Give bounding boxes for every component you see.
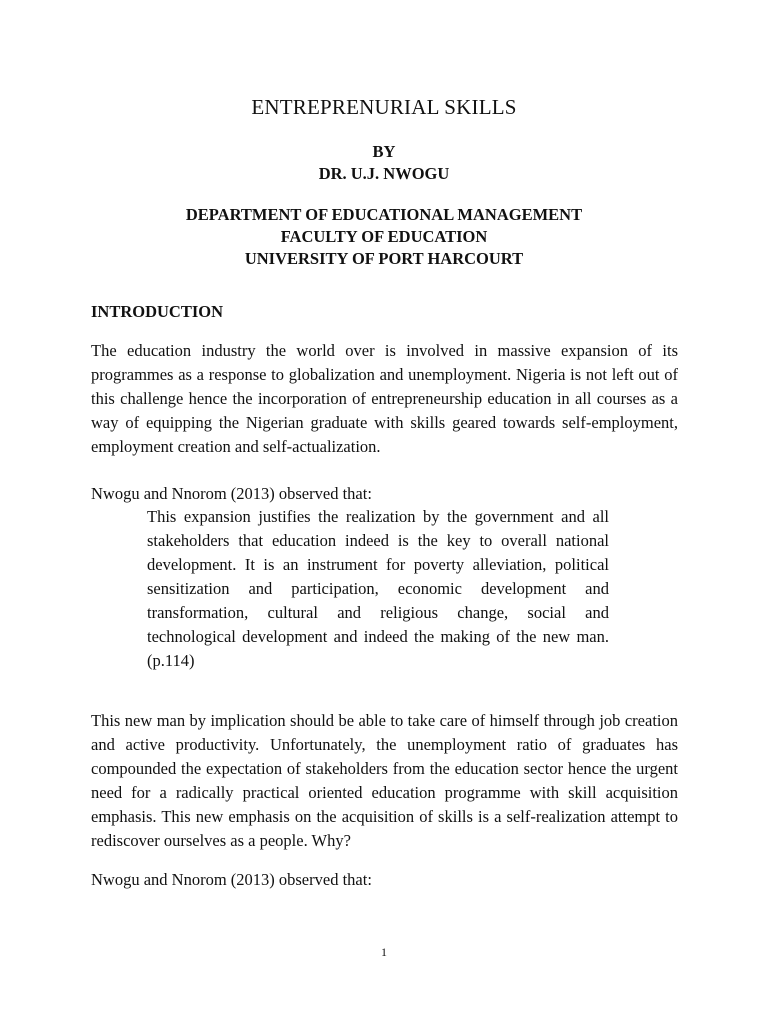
faculty-name: FACULTY OF EDUCATION [280,227,488,246]
block-quote: This expansion justifies the realization by the government and all stakeholders that education indeed is the key to overall national development. It is an instrument for poverty alleviation, political sensitization and participation, economic development and transformation, cultural and religious change, social and technological development and indeed the making of the new man. (p.114) [147,507,609,670]
citation-intro-second: Nwogu and Nnorom (2013) observed that: [91,870,372,889]
author-name: DR. U.J. NWOGU [318,164,450,183]
citation-intro-first: Nwogu and Nnorom (2013) observed that: [91,484,372,503]
university-name: UNIVERSITY OF PORT HARCOURT [244,249,524,268]
document-title: ENTREPRENURIAL SKILLS [251,95,517,119]
by-label: BY [372,142,396,161]
department-name: DEPARTMENT OF EDUCATIONAL MANAGEMENT [185,205,583,224]
paragraph-new-man: This new man by implication should be able to take care of himself through job creation and active productivity. Unfortunately, the unemployment ratio of graduates has compounded the expectation of stakeholders from the education sector hence the urgent need for a radically practical oriented education programme with skill acquisition emphasis. This new emphasis on the acquisition of skills is a self-realization attempt to rediscover ourselves as a people. Why? [91,711,678,850]
page-number: 1 [381,945,387,959]
section-heading-introduction: INTRODUCTION [91,302,224,321]
paragraph-intro: The education industry the world over is involved in massive expansion of its programmes as a response to globalization and unemployment. Nigeria is not left out of this challenge hence the incorporation of entrepreneurship education in all courses as a way of equipping the Nigerian graduate with skills geared towards self-employment, employment creation and self-actualization. [91,341,678,456]
